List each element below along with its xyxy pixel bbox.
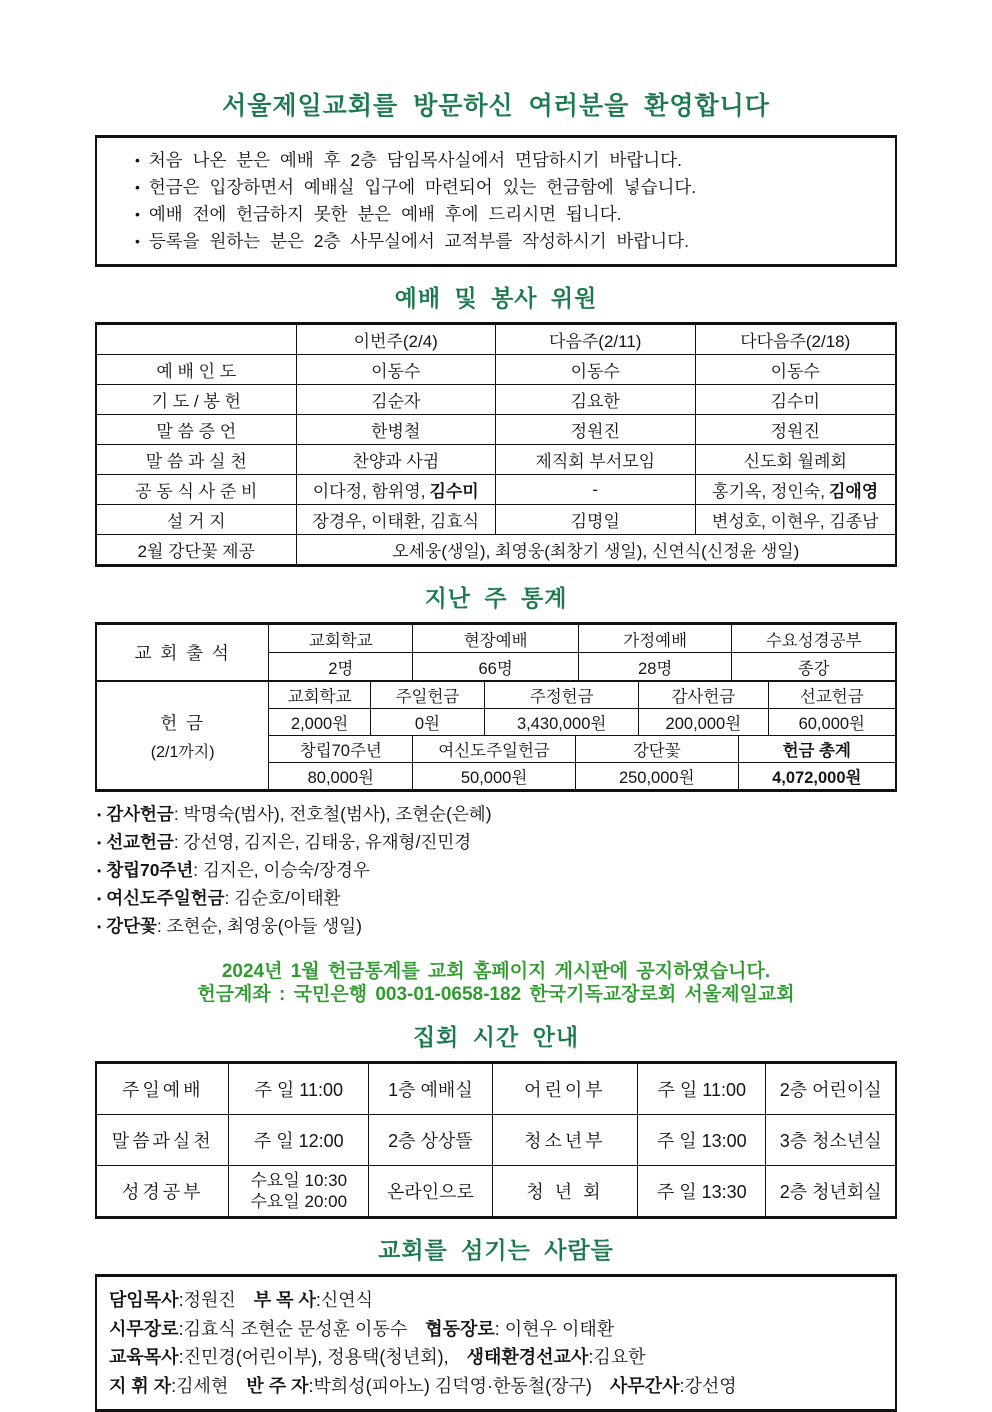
- row-label: 예 배 인 도: [97, 355, 297, 384]
- detail-item: [97, 885, 897, 913]
- table-row-dishes: [97, 505, 895, 535]
- group-label: 청 년 회: [493, 1166, 638, 1216]
- value-cell: 3,430,000원: [485, 709, 639, 735]
- staff-role: 사무간사: [609, 1375, 680, 1396]
- staff-names: :박희성(피아노) 김덕영·한동철(장구): [308, 1375, 592, 1396]
- header-cell-total: 헌금 총계: [782, 742, 851, 760]
- place-cell: 온라인으로: [369, 1166, 493, 1216]
- row-label: 말 씀 증 언: [97, 415, 297, 444]
- value-cell: 50,000원: [413, 763, 576, 789]
- volunteer-table: [95, 322, 897, 567]
- bullet-icon: •: [135, 206, 140, 222]
- detail-label: 강단꽃: [106, 916, 157, 936]
- detail-label: 창립70주년: [106, 860, 194, 880]
- bullet-icon: •: [135, 179, 140, 195]
- header-cell: 현장예배: [413, 625, 579, 652]
- welcome-box: [95, 135, 897, 267]
- table-row-prayer: [97, 385, 895, 415]
- cell: -: [496, 475, 696, 504]
- bullet-icon: •: [135, 152, 140, 168]
- header-cell: 선교헌금: [799, 688, 864, 706]
- offering-header-row-2: [269, 736, 895, 763]
- detail-text: : 박명숙(범사), 전호철(범사), 조현순(은혜): [173, 804, 492, 824]
- staff-role: 협동장로: [425, 1318, 495, 1339]
- staff-line-pastors: [109, 1286, 883, 1315]
- welcome-bullet: [135, 147, 885, 174]
- group-label: 어린이부: [493, 1064, 638, 1114]
- offering-value-row-1: [269, 709, 895, 736]
- staff-role: 담임목사: [109, 1290, 179, 1310]
- offering-label-main: 헌 금: [160, 712, 206, 733]
- staff-role: 지 휘 자: [109, 1375, 172, 1396]
- staff-names: :김요한: [588, 1347, 646, 1367]
- cell: 김명일: [496, 505, 696, 534]
- cell: [297, 475, 497, 504]
- cell: 김요한: [496, 385, 696, 414]
- row-label: 기 도 / 봉 헌: [97, 385, 297, 414]
- staff-role: 반 주 자: [246, 1375, 309, 1396]
- row-label: 2월 강단꽃 제공: [97, 535, 297, 564]
- staff-names: :진민경(어린이부), 정용택(청년회),: [178, 1347, 449, 1367]
- value-cell: 200,000원: [639, 709, 769, 735]
- staff-line-elders: [109, 1315, 883, 1344]
- cell: 김순자: [297, 385, 497, 414]
- welcome-bullet-text: 등록을 원하는 분은 2층 사무실에서 교적부를 작성하시기 바랍니다.: [148, 231, 689, 251]
- stats-table: [95, 622, 897, 792]
- header-cell: 여신도주일헌금: [413, 736, 576, 762]
- row-label: 성경공부: [97, 1166, 229, 1216]
- staff-names: : 이현우 이태환: [494, 1318, 615, 1339]
- row-label: 말씀과실천: [97, 1115, 229, 1165]
- welcome-bullet: [135, 174, 885, 201]
- cell: 이동수: [496, 355, 696, 384]
- time-cell: 주 일 12:00: [229, 1115, 369, 1165]
- cell: 변성호, 이현우, 김종남: [711, 512, 879, 531]
- cell: [696, 475, 896, 504]
- cell: 제직회 부서모임: [496, 445, 696, 474]
- page-title: 서울제일교회를 방문하신 여러분을 환영합니다: [222, 92, 770, 120]
- bullet-icon: •: [135, 233, 140, 249]
- value-cell: 66명: [413, 653, 579, 680]
- bullet-icon: •: [97, 836, 102, 850]
- detail-item: [97, 857, 897, 885]
- place-cell: 3층 청소년실: [779, 1131, 882, 1151]
- table-row-worship-lead: [97, 355, 895, 385]
- section-title-schedule: 집회 시간 안내: [412, 1024, 580, 1050]
- cell: 정원진: [770, 422, 820, 441]
- value-cell: 0원: [371, 709, 485, 735]
- detail-item: [97, 801, 897, 829]
- value-cell: 80,000원: [269, 763, 413, 789]
- bullet-icon: •: [97, 920, 102, 934]
- welcome-bullet: [135, 201, 885, 228]
- place-cell: 1층 예배실: [369, 1064, 493, 1114]
- table-row-altar-flowers: [97, 535, 895, 564]
- staff-line-music: [109, 1372, 883, 1401]
- value-cell: 28명: [579, 653, 732, 680]
- time-cell: 주 일 13:00: [638, 1115, 766, 1165]
- schedule-row-sunday-service: [97, 1064, 895, 1115]
- value-cell: 종강: [797, 659, 830, 678]
- time-line-2: 수요일 20:00: [250, 1192, 348, 1211]
- header-cell: 강단꽃: [576, 736, 739, 762]
- time-cell: 주 일 11:00: [229, 1064, 369, 1114]
- header-cell: 주일헌금: [371, 682, 485, 708]
- detail-label: 감사헌금: [106, 804, 174, 824]
- offering-notice: [95, 960, 897, 1006]
- detail-label: 여신도주일헌금: [106, 888, 225, 908]
- place-cell: 2층 상상뜰: [369, 1115, 493, 1165]
- attendance-header-row: [269, 625, 895, 653]
- section-title-volunteers: 예배 및 봉사 위원: [394, 285, 598, 311]
- header-cell: 감사헌금: [639, 682, 769, 708]
- welcome-bullet: [135, 228, 885, 255]
- offering-rowgroup: [97, 680, 895, 789]
- time-line-1: 수요일 10:30: [250, 1171, 348, 1190]
- bullet-icon: •: [97, 864, 102, 878]
- cell: 이동수: [297, 355, 497, 384]
- staff-names: :김세현: [171, 1375, 229, 1396]
- welcome-bullet-text: 헌금은 입장하면서 예배실 입구에 마련되어 있는 헌금함에 넣습니다.: [148, 177, 697, 197]
- detail-item: [97, 913, 897, 941]
- header-cell: 수요성경공부: [765, 631, 862, 650]
- staff-role: 생태환경선교사: [466, 1347, 589, 1367]
- value-cell: 60,000원: [798, 715, 865, 733]
- table-row-testimony: [97, 415, 895, 445]
- staff-role: 교육목사: [109, 1347, 179, 1367]
- cell: 김수미: [770, 392, 820, 411]
- detail-text: : 조현순, 최영웅(아들 생일): [156, 916, 362, 936]
- cell-text-bold: 김수미: [429, 482, 479, 501]
- cell: 한병철: [297, 415, 497, 444]
- value-cell: 2,000원: [269, 709, 370, 735]
- attendance-rowgroup: [97, 625, 895, 680]
- time-cell: 주 일 13:30: [638, 1166, 766, 1216]
- schedule-row-word-practice: [97, 1115, 895, 1166]
- value-cell: 2명: [269, 653, 413, 680]
- staff-names: :정원진: [178, 1290, 236, 1310]
- header-cell: 창립70주년: [269, 736, 413, 762]
- offering-label-sub: (2/1까지): [150, 743, 215, 761]
- bullet-icon: •: [97, 892, 102, 906]
- table-row-practice: [97, 445, 895, 475]
- header-cell-this-week: 이번주(2/4): [297, 325, 497, 354]
- row-label: 설 거 지: [97, 505, 297, 534]
- detail-text: : 김순호/이태환: [224, 888, 341, 908]
- section-title-stats: 지난 주 통계: [424, 585, 568, 611]
- notice-line-1: 2024년 1월 헌금통계를 교회 홈페이지 게시판에 공지하였습니다.: [221, 961, 771, 982]
- cell: 신도회 월례회: [743, 452, 847, 471]
- welcome-bullet-text: 예배 전에 헌금하지 못한 분은 예배 후에 드리시면 됩니다.: [148, 204, 622, 224]
- row-label: 주일예배: [97, 1064, 229, 1114]
- cell: 정원진: [496, 415, 696, 444]
- detail-item: [97, 829, 897, 857]
- cell: 장경우, 이태환, 김효식: [297, 505, 497, 534]
- value-cell-total: 4,072,000원: [772, 769, 862, 787]
- staff-role: 부 목 사: [253, 1290, 316, 1310]
- bullet-icon: •: [97, 808, 102, 822]
- header-cell-empty: [97, 325, 297, 354]
- group-label: 청소년부: [493, 1115, 638, 1165]
- cell-text: 이다정, 함위영,: [312, 482, 426, 501]
- offering-details-list: [97, 801, 897, 941]
- place-cell: 2층 어린이실: [779, 1080, 882, 1100]
- cell-text-bold: 김애영: [828, 482, 879, 501]
- offering-value-row-2: [269, 763, 895, 789]
- time-cell: 주 일 11:00: [638, 1064, 766, 1114]
- attendance-label: 교 회 출 석: [97, 625, 269, 680]
- notice-line-2: 헌금계좌 : 국민은행 003-01-0658-182 한국기독교장로회 서울제일교회: [197, 984, 795, 1005]
- header-cell: 가정예배: [579, 625, 732, 652]
- place-cell: 2층 청년회실: [779, 1182, 882, 1202]
- cell-text: 홍기옥, 정인숙,: [712, 482, 825, 501]
- attendance-value-row: [269, 653, 895, 680]
- cell-span: 오세웅(생일), 최영웅(최창기 생일), 신연식(신정윤 생일): [392, 542, 800, 561]
- cell: 찬양과 사귐: [297, 445, 497, 474]
- staff-names: :강선영: [679, 1375, 737, 1396]
- staff-box: [95, 1274, 897, 1412]
- detail-label: 선교헌금: [106, 832, 174, 852]
- row-label: 공 동 식 사 준 비: [97, 475, 297, 504]
- staff-names: :김효식 조현순 문성훈 이동수: [178, 1318, 408, 1339]
- header-cell: 교회학교: [269, 682, 370, 708]
- welcome-bullet-text: 처음 나온 분은 예배 후 2층 담임목사실에서 면담하시기 바랍니다.: [148, 150, 682, 170]
- time-cell: [229, 1166, 369, 1216]
- header-cell: 주정헌금: [485, 682, 639, 708]
- offering-header-row-1: [269, 682, 895, 709]
- header-cell-next-week: 다음주(2/11): [496, 325, 696, 354]
- schedule-row-bible-study: [97, 1166, 895, 1216]
- staff-names: :신연식: [315, 1290, 374, 1310]
- section-title-staff: 교회를 섬기는 사람들: [378, 1237, 614, 1263]
- detail-text: : 강선영, 김지은, 김태웅, 유재형/진민경: [173, 832, 472, 852]
- header-cell-week-after: 다다음주(2/18): [740, 332, 851, 351]
- staff-line-education: [109, 1343, 883, 1372]
- detail-text: : 김지은, 이승숙/장경우: [193, 860, 370, 880]
- row-label: 말 씀 과 실 천: [97, 445, 297, 474]
- value-cell: 250,000원: [576, 763, 739, 789]
- schedule-table: [95, 1061, 897, 1219]
- header-cell: 교회학교: [269, 625, 413, 652]
- offering-label: [97, 682, 269, 789]
- table-header-row: [97, 325, 895, 355]
- cell: 이동수: [770, 362, 820, 381]
- staff-role: 시무장로: [109, 1318, 179, 1339]
- table-row-meal-prep: [97, 475, 895, 505]
